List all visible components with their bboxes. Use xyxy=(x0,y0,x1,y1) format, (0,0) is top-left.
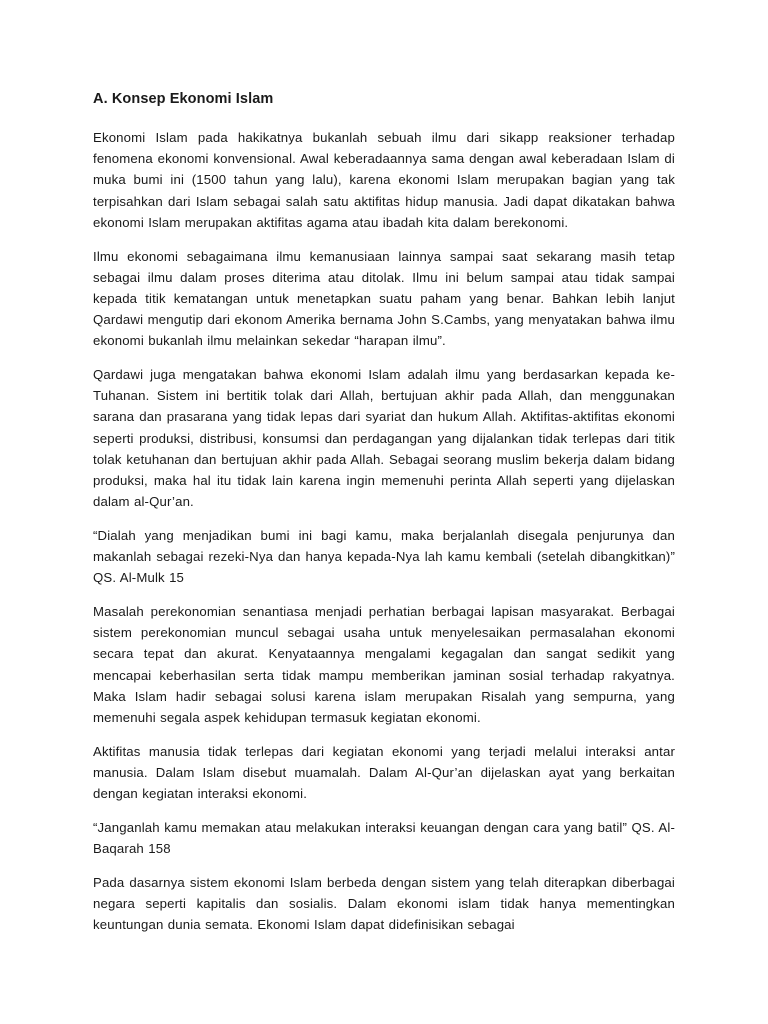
paragraph-qardawi: Qardawi juga mengatakan bahwa ekonomi Islam adalah ilmu yang berdasarkan kepada ke-Tuhanan. Sistem ini bertitik tolak dari Allah, bertujuan akhir pada Allah, dan menggunakan sarana dan prasarana yang tidak lepas dari syariat dan hukum Allah. Aktifitas-aktifitas ekonomi seperti produksi, distribusi, konsumsi dan perdagangan yang dijalankan tidak terlepas dari titik tolak ketuhanan dan bertujuan akhir pada Allah. Sebagai seorang muslim bekerja dalam bidang produksi, maka hal itu tidak lain karena ingin memenuhi perinta Allah seperti yang dijelaskan dalam al-Qur’an. xyxy=(93,367,675,510)
quote-al-baqarah: “Janganlah kamu memakan atau melakukan interaksi keuangan dengan cara yang batil” QS. Al-Baqarah 158 xyxy=(93,819,675,857)
paragraph-definition: Ekonomi Islam pada hakikatnya bukanlah sebuah ilmu dari sikapp reaksioner terhadap fenomena ekonomi konvensional. Awal keberadaannya sama dengan awal keberadaan Islam di muka bumi ini (1500 tahun yang lalu), karena ekonomi Islam merupakan bagian yang tak terpisahkan dari Islam sebagai salah satu aktifitas hidup manusia. Jadi dapat dikatakan bahwa ekonomi Islam merupakan aktifitas agama atau ibadah kita dalam berekonomi. xyxy=(93,130,675,230)
paragraph-economics-as-science: Ilmu ekonomi sebagaimana ilmu kemanusiaan lainnya sampai saat sekarang masih tetap sebagai ilmu dalam proses diterima atau ditolak. Ilmu ini belum sampai atau tidak sampai kepada titik kematangan untuk menetapkan suatu paham yang benar. Bahkan lebih lanjut Qardawi mengutip dari ekonom Amerika bernama John S.Cambs, yang menyatakan bahwa ilmu ekonomi bukanlah ilmu melainkan sekedar “harapan ilmu”. xyxy=(93,248,675,349)
paragraph-muamalah: Aktifitas manusia tidak terlepas dari kegiatan ekonomi yang terjadi melalui interaksi antar manusia. Dalam Islam disebut muamalah. Dalam Al-Qur’an dijelaskan ayat yang berkaitan dengan kegiatan interaksi ekonomi. xyxy=(93,743,675,802)
quote-al-mulk: “Dialah yang menjadikan bumi ini bagi kamu, maka berjalanlah disegala penjurunya dan makanlah sebagai rezeki-Nya dan hanya kepada-Nya lah kamu kembali (setelah dibangkitkan)” QS. Al-Mulk 15 xyxy=(93,527,675,586)
paragraph-economic-problems: Masalah perekonomian senantiasa menjadi perhatian berbagai lapisan masyarakat. Berbagai sistem perekonomian muncul sebagai usaha untuk menyelesaikan permasalahan ekonomi secara tepat dan akurat. Kenyataannya mengalami kegagalan dan sangat sedikit yang mencapai keberhasilan serta tidak mampu memberikan jaminan sosial terhadap rakyatnya. Maka Islam hadir sebagai solusi karena islam merupakan Risalah yang sempurna, yang memenuhi segala aspek kehidupan termasuk kegiatan ekonomi. xyxy=(93,604,675,726)
section-heading: A. Konsep Ekonomi Islam xyxy=(93,91,274,107)
document-page xyxy=(93,88,675,935)
paragraph-systems-comparison: Pada dasarnya sistem ekonomi Islam berbeda dengan sistem yang telah diterapkan diberbagai negara seperti kapitalis dan sosialis. Dalam ekonomi islam tidak hanya mementingkan keuntungan dunia semata. Ekonomi Islam dapat didefinisikan sebagai xyxy=(93,874,675,933)
